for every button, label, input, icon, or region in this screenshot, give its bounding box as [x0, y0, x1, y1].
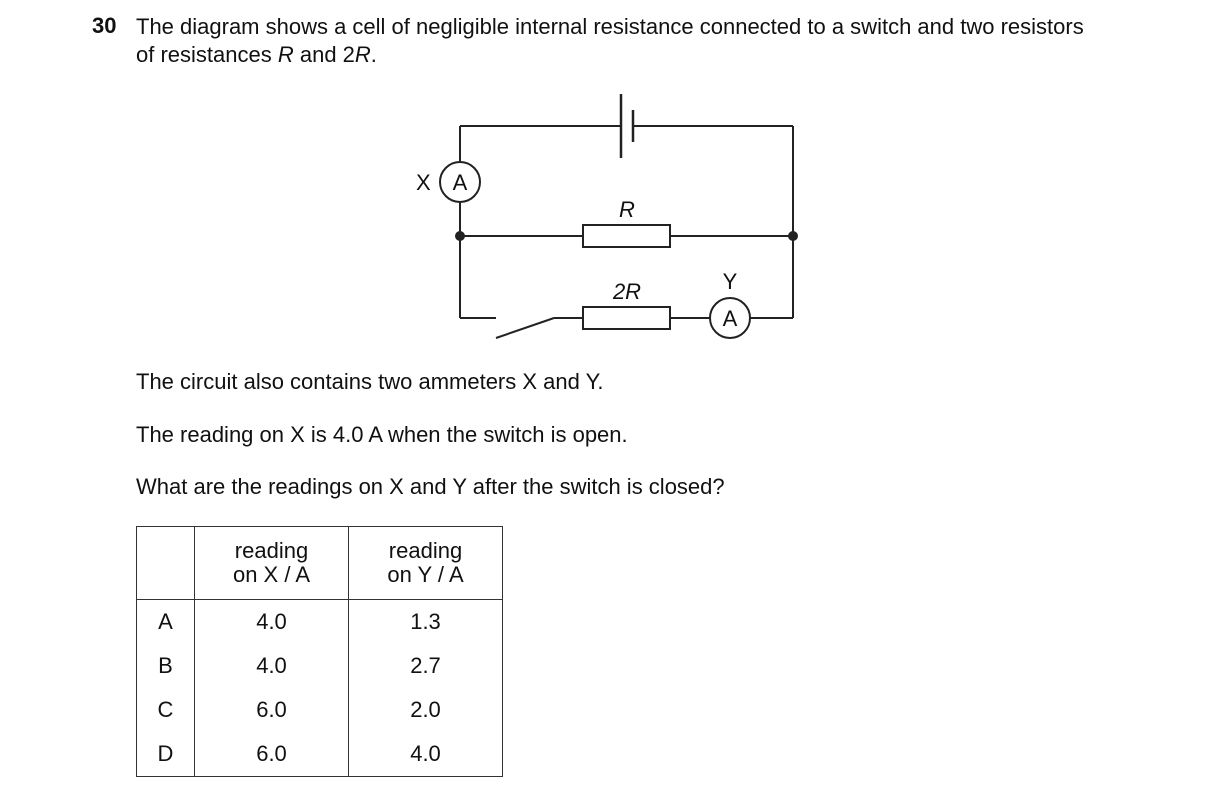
- option-reading-y: 2.0: [349, 688, 503, 732]
- question-intro-line1: The diagram shows a cell of negligible internal resistance connected to a switch and two resistors: [136, 14, 1084, 39]
- option-reading-x: 6.0: [195, 732, 349, 777]
- header-y-line1: reading: [388, 538, 463, 563]
- resistor-2r: [583, 307, 670, 329]
- ammeter-y-label: Y: [722, 269, 738, 294]
- ammeter-y-symbol: A: [722, 306, 738, 331]
- option-reading-x: 4.0: [195, 644, 349, 688]
- question-intro-line2-mid: and 2: [293, 42, 355, 67]
- table-row[interactable]: [137, 644, 503, 688]
- paragraph-ammeters: The circuit also contains two ammeters X and Y.: [136, 369, 604, 394]
- resistance-symbol-r2: R: [354, 42, 371, 67]
- resistor-r-label: R: [619, 197, 635, 222]
- header-y-line2: on Y / A: [387, 562, 464, 587]
- option-reading-x: 6.0: [195, 688, 349, 732]
- header-x-line1: reading: [234, 538, 309, 563]
- header-reading-x: [195, 527, 349, 600]
- junction-right: [788, 231, 798, 241]
- junction-left: [455, 231, 465, 241]
- table-header-row: [137, 527, 503, 600]
- table-row[interactable]: [137, 600, 503, 645]
- option-letter: A: [137, 600, 195, 645]
- question-number: 30: [92, 13, 117, 38]
- switch-lever: [496, 318, 554, 338]
- option-reading-y: 4.0: [349, 732, 503, 777]
- option-reading-x: 4.0: [195, 600, 349, 645]
- resistor-r: [583, 225, 670, 247]
- option-reading-y: 1.3: [349, 600, 503, 645]
- paragraph-reading: The reading on X is 4.0 A when the switch is open.: [136, 422, 628, 447]
- ammeter-x-label: X: [416, 170, 431, 195]
- table-row[interactable]: [137, 688, 503, 732]
- header-empty-cell: [137, 527, 195, 600]
- option-letter: C: [137, 688, 195, 732]
- circuit-diagram: [0, 0, 1216, 360]
- resistor-2r-label: 2R: [612, 279, 642, 304]
- paragraph-question: What are the readings on X and Y after the switch is closed?: [136, 474, 725, 499]
- header-x-line2: on X / A: [232, 562, 311, 587]
- option-reading-y: 2.7: [349, 644, 503, 688]
- header-reading-y: [349, 527, 503, 600]
- question-intro-line2-pre: of resistances: [136, 42, 278, 67]
- option-letter: D: [137, 732, 195, 777]
- ammeter-x-symbol: A: [452, 170, 468, 195]
- option-letter: B: [137, 644, 195, 688]
- resistance-symbol-r: R: [277, 42, 294, 67]
- table-row[interactable]: [137, 732, 503, 777]
- answer-table: [136, 526, 503, 777]
- question-intro-line2-end: .: [370, 42, 377, 67]
